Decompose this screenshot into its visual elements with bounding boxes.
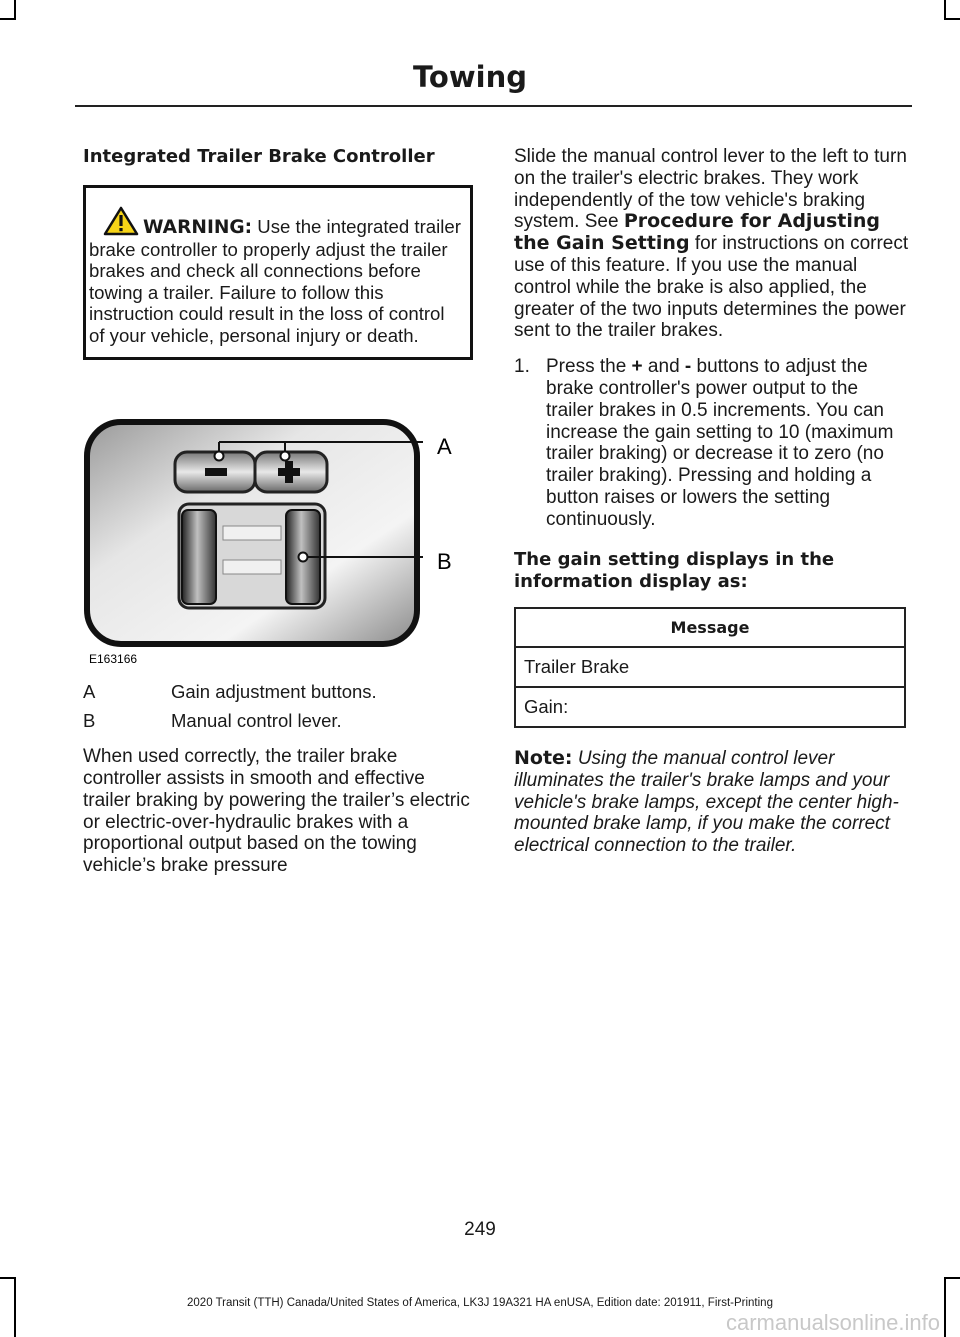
table-heading: The gain setting displays in the information display as: [514, 548, 835, 592]
section-heading: Integrated Trailer Brake Controller [83, 146, 435, 167]
crop-mark [14, 0, 16, 20]
legend-key: A [83, 680, 96, 702]
crop-mark [0, 18, 16, 20]
footer-text: 2020 Transit (TTH) Canada/United States of America, LK3J 19A321 HA enUSA, Edition date: 201911, First-Printing [187, 1297, 773, 1309]
table-cell: Trailer Brake [515, 647, 905, 687]
legend-row [83, 710, 473, 732]
crop-mark [944, 0, 946, 20]
brake-controller-figure [83, 392, 473, 667]
note-label: Note: [514, 746, 573, 769]
watermark: carmanualsonline.info [725, 1310, 940, 1335]
plus-symbol: + [631, 356, 643, 378]
step-list [514, 356, 909, 530]
brake-controller-illustration [83, 392, 473, 667]
crop-mark [944, 1277, 960, 1279]
warning-text: Use the integrated trailer brake controller to properly adjust the trailer brakes and check all connections before towing a trailer. Failure to follow this instruction could result in the loss of control of your vehicle, personal injury or death. [89, 216, 461, 346]
paragraph-text: Slide the manual control lever to the left to turn on the trailer's electric brakes. They work independently of the tow vehicle's braking system. See [514, 146, 907, 233]
table-row [515, 687, 905, 727]
legend-key: B [83, 710, 96, 732]
paragraph-text: for instructions on correct use of this feature. If you use the manual control while the brake is also applied, the greater of the two inputs determines the power sent to the trailer brakes. [514, 233, 909, 342]
warning-label: WARNING: [143, 217, 253, 238]
body-paragraph: When used correctly, the trailer brake controller assists in smooth and effective trailer braking by powering the trailer’s electric or electric-over-hydraulic brakes with a proportional output based on the towing vehicle’s brake pressure [83, 746, 470, 877]
legend-text: Gain adjustment buttons. [171, 680, 377, 702]
list-item [514, 356, 909, 530]
page-title: Towing [413, 60, 527, 94]
warning-box [83, 185, 473, 360]
body-paragraph [514, 146, 909, 342]
step-text: Press the + and - buttons to adjust the brake controller's power output to the trailer brakes in 0.5 increments. You can increase the gain setting to 10 (maximum trailer braking) or decrease it to zero (no trailer braking). Pressing and holding a button raises or lowers the setting continuously. [546, 356, 894, 530]
page-header [0, 60, 960, 94]
page-number: 249 [464, 1219, 496, 1240]
callout-b: B [437, 548, 452, 574]
note-paragraph [514, 748, 909, 857]
callout-a: A [437, 433, 452, 459]
crop-mark [944, 18, 960, 20]
header-rule [75, 105, 912, 107]
left-column [83, 146, 473, 877]
warning-triangle-icon [103, 206, 139, 236]
table-cell: Gain: [515, 687, 905, 727]
legend-row [83, 681, 473, 703]
message-table [514, 607, 906, 728]
figure-id: E163166 [89, 651, 138, 666]
crop-mark [0, 1277, 16, 1279]
note-text: Using the manual control lever illuminates the trailer's brake lamps and your vehicle's brake lamps, except the center high-mounted brake lamp, if you make the correct electrical connection to the trailer. [514, 747, 899, 857]
step-number: 1. [514, 356, 530, 378]
table-row [515, 647, 905, 687]
table-header: Message [515, 608, 905, 648]
minus-icon [205, 468, 227, 476]
right-column [514, 146, 909, 857]
cross-reference-link[interactable]: Procedure for Adjusting the Gain Setting [514, 210, 881, 255]
minus-symbol: - [684, 356, 692, 378]
legend-text: Manual control lever. [171, 710, 342, 732]
